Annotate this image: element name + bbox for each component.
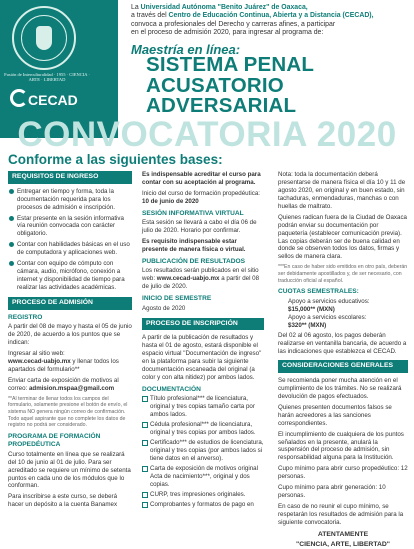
intro-line: en el proceso de admisión 2020, para ingresar al programa de: <box>131 29 324 37</box>
sesion-text: Esta sesión se llevará a cabo el día 06 de julio de 2020. Horario por confirmar. <box>142 219 257 235</box>
foraneos-text: Quienes radican fuera de la Ciudad de Oaxaca podrán enviar su documentación por paquetería (establecer comunicación previa). Las copias deberán ser de buena calidad en donde se observen todos los datos, firmas y sellos de manera clara. <box>278 213 407 261</box>
list-item: Título profesional*** de licenciatura, original y tres copias tamaño carta por ambos lados. <box>142 395 264 419</box>
atentamente: ATENTAMENTE <box>317 530 369 538</box>
sesion-requisito: Es requisito indispensable estar presente de manera física o virtual. <box>142 238 246 253</box>
list-item: Carta de exposición de motivos original Acta de nacimiento***, original y dos copias. <box>142 465 264 489</box>
pago-text: Del 02 al 06 agosto, los pagos deberán realizarse en ventanilla bancaria, de acuerdo a las indicaciones que establezca el CECAD. <box>278 332 407 356</box>
cecad-web-link[interactable]: www.cecad-uabjo.mx <box>8 357 71 365</box>
convocatoria-title: CONVOCATORIA 2020 <box>17 115 397 154</box>
column-2 <box>142 171 264 511</box>
resultados-web-link[interactable]: www.cecad-uabjo.mx <box>156 275 220 283</box>
cuotas-heading: CUOTAS SEMESTRALES: <box>278 288 359 296</box>
publicacion-heading: PUBLICACIÓN DE RESULTADOS <box>142 257 246 265</box>
inscribirse-text: Para inscribirse a este curso, se deberá hacer un depósito a la cuenta Banamex <box>8 493 118 509</box>
extranjero-note: ***En caso de haber sido emitidos en otro país, deberán ser debidamente apostillados y, de ser necesario, con traducción oficial al español. <box>278 264 408 284</box>
list-item: Quienes presenten documentos falsos se harán acreedores a las sanciones correspondientes. <box>278 403 392 427</box>
list-item: CURP, tres impresiones originales. <box>142 491 264 499</box>
section-header-requisitos: REQUISITOS DE INGRESO <box>8 171 132 184</box>
list-item: Contar con equipo de cómputo con cámara, audio, micrófono, conexión a internet y disponibilidad de tiempo para realizar las actividades académicas. <box>8 260 132 292</box>
program-title: SISTEMA PENAL ACUSATORIO ADVERSARIAL <box>146 53 315 117</box>
program-type: Maestría en línea: <box>131 42 241 57</box>
registro-heading: REGISTRO <box>8 313 43 321</box>
section-header-admision: PROCESO DE ADMISIÓN <box>8 297 132 310</box>
list-item: Contar con habilidades básicas en el uso de computadora y aplicaciones web. <box>8 241 132 257</box>
cuota-escolares: Apoyo a servicios escolares: $320** (MXN) <box>288 313 367 329</box>
registro-note: **Al terminar de llenar todos los campos del formulario, solamente presione el botón de envío, el sistema NO genera ningún correo de confirmación. Todo aquel aspirante que no complete los datos de registro no podrá ser considerado. <box>8 395 128 429</box>
registro-web-text: Ingresar al sitio web: www.cecad-uabjo.mx y llenar todos los apartados del formulario** <box>8 349 119 373</box>
list-item: Certificado*** de estudios de licenciatura, original y tres copias (por ambos lados si tiene datos en el anverso). <box>142 439 264 463</box>
intro-line: a través del Centro de Educación Continua, Abierta y a Distancia (CECAD), <box>131 12 374 20</box>
list-item: Entregar en tiempo y forma, toda la documentación requerida para los procesos de admisión e inscripción. <box>8 188 132 212</box>
bases-heading: Conforme a las siguientes bases: <box>8 152 223 167</box>
propedeutico-text: Curso totalmente en línea que se realizará del 10 de junio al 01 de julio. Para ser acreditado se requiere un mínimo de setenta puntos en cada uno de los módulos que lo conforman. <box>8 450 131 490</box>
intro-line: La Universidad Autónoma "Benito Juárez" de Oaxaca, <box>131 4 308 11</box>
cuota-educativos: Apoyo a servicios educativos: $15,000** (MXN) <box>288 297 370 313</box>
cecad-logo-icon <box>10 89 28 107</box>
admision-email-link[interactable]: admision.mspaa@gmail.com <box>28 384 115 392</box>
sesion-heading: SESIÓN INFORMATIVA VIRTUAL <box>142 209 244 217</box>
list-item: Cupo mínimo para abrir curso propedéutico: 12 personas. <box>278 465 408 481</box>
intro-text <box>131 4 407 38</box>
intro-line: convoca a profesionales del Derecho y carreras afines, a participar <box>131 20 336 28</box>
seal-caption: Fusión de Interculturalidad · 1955 · CIENCIA · ARTE · LIBERTAD <box>4 72 90 83</box>
list-item: Cupo mínimo para abrir generación: 10 personas. <box>278 484 386 500</box>
list-item: El incumplimiento de cualquiera de los puntos señalados en la presente, anulará la suspensión del proceso de admisión, sin responsabilidad alguna para la Institución. <box>278 430 404 462</box>
section-header-inscripcion: PROCESO DE INSCRIPCIÓN <box>142 318 264 331</box>
cecad-logo-text: CECAD <box>28 92 78 108</box>
inicio-semestre-heading: INICIO DE SEMESTRE <box>142 295 212 303</box>
propedeutico-heading: PROGRAMA DE FORMACIÓN PROPEDÉUTICA <box>8 432 101 449</box>
column-1 <box>8 171 132 512</box>
section-header-consideraciones: CONSIDERACIONES GENERALES <box>278 360 408 373</box>
list-item: Comprobantes y formatos de pago en <box>142 501 264 509</box>
lema: "CIENCIA, ARTE, LIBERTAD" <box>295 540 391 548</box>
university-seal-logo <box>12 6 76 70</box>
nota-documentacion: Nota: toda la documentación deberá presentarse de manera física el día 10 y 11 de agosto 2020, en original y en buen estado, sin tachaduras, enmendaduras, manchas o con huellas de maltrato. <box>278 171 406 210</box>
documentacion-heading: DOCUMENTACIÓN <box>142 385 201 393</box>
acreditar-text: Es indispensable acreditar el curso para contar con su aceptación al programa. <box>142 171 261 186</box>
inscripcion-text: A partir de la publicación de resultados y hasta el 01 de agosto, estará disponible el espacio virtual "Documentación de ingreso" en la plataforma para subir la siguiente documentación escaneada del original (a color y con alta nitidez) por ambos lados. <box>142 334 262 381</box>
inicio-semestre-text: Agosto de 2020 <box>142 304 186 312</box>
list-item: Estar presente en la sesión informativa vía reunión convocada con carácter obligatorio. <box>8 215 132 239</box>
registro-text: A partir del 08 de mayo y hasta el 05 de junio de 2020, de acuerdo a los puntos que se indican: <box>8 323 132 346</box>
inicio-curso-text: Inicio del curso de formación propedéutica: 10 de junio de 2020 <box>142 189 260 205</box>
list-item: En caso de no reunir el cupo mínimo, se respetarán los resultados de admisión para la siguiente convocatoria. <box>278 503 404 526</box>
publicacion-text: Los resultados serán publicados en el sitio web: www.cecad-uabjo.mx a partir del 08 de julio de 2020. <box>142 267 260 291</box>
registro-email-text: Enviar carta de exposición de motivos al correo: admision.mspaa@gmail.com <box>8 376 119 392</box>
list-item: Cédula profesional*** de licenciatura, original y tres copias por ambos lados. <box>142 421 264 437</box>
column-3 <box>278 171 408 549</box>
list-item: Se recomienda poner mucha atención en el cumplimiento de los trámites. No se realizará devolución de pagos efectuados. <box>278 376 402 400</box>
